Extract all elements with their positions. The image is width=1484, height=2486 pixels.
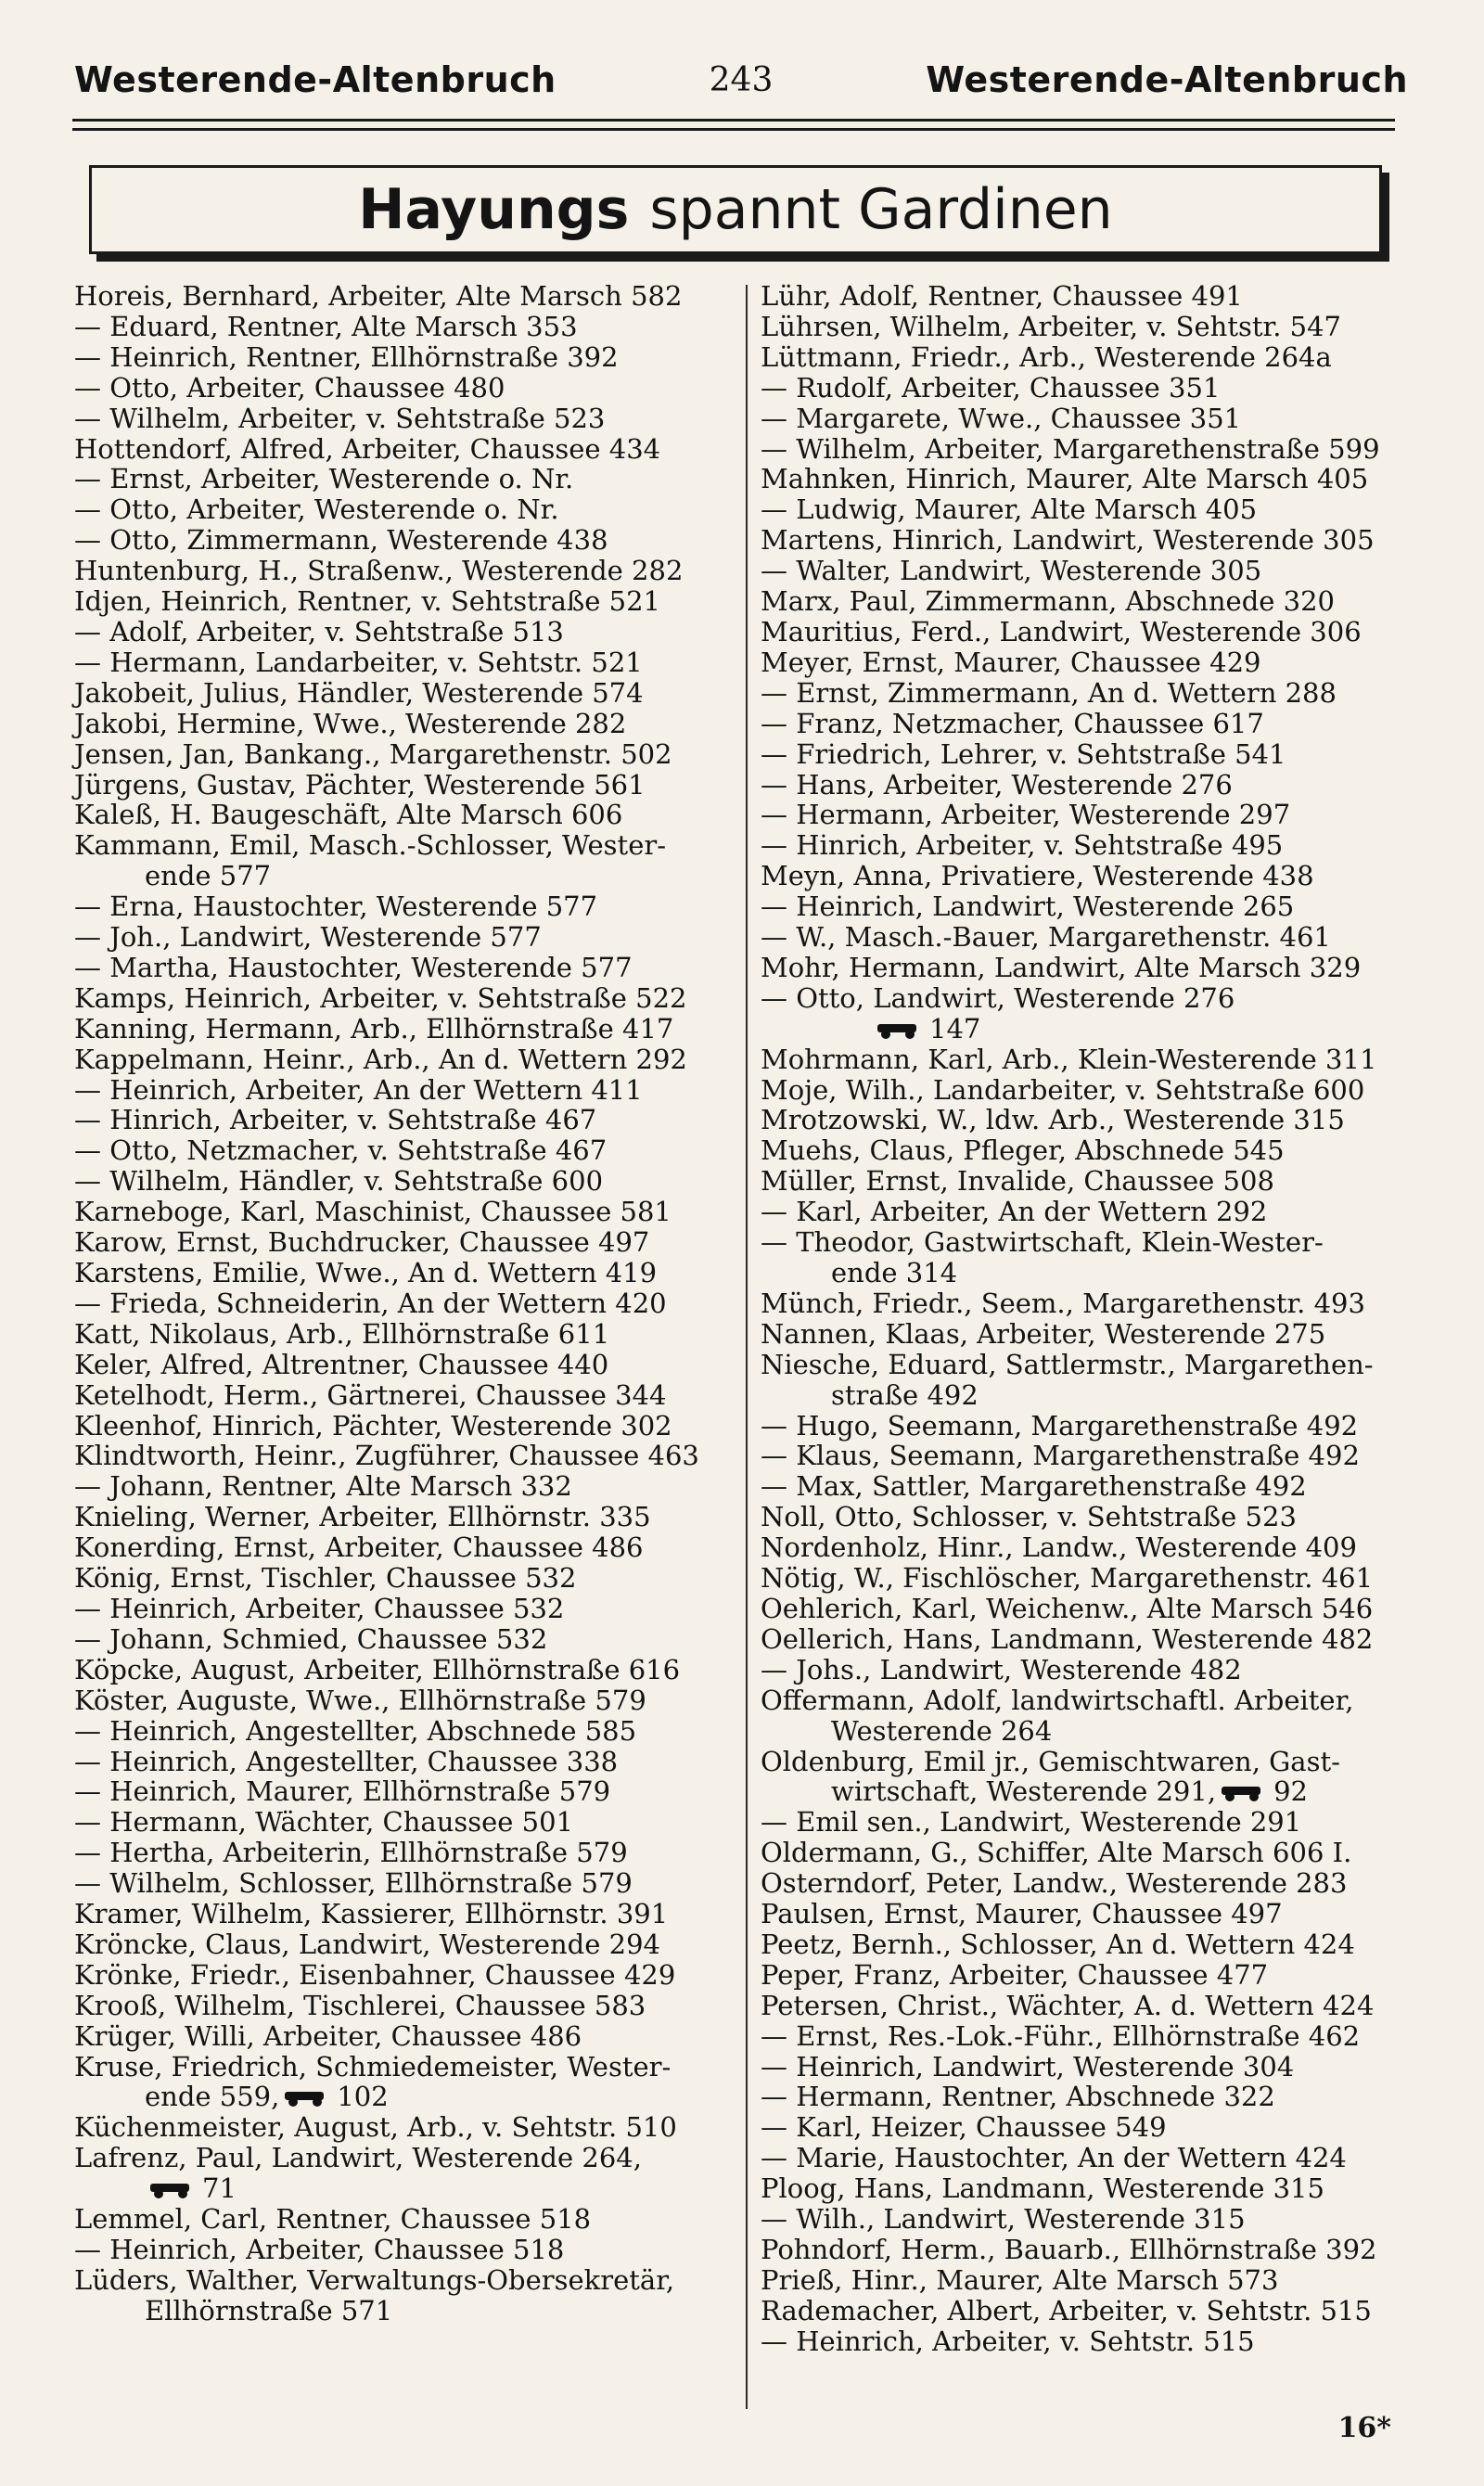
directory-entry xyxy=(74,1624,735,1655)
entry-text: Horeis, Bernhard, Arbeiter, Alte Marsch 582 xyxy=(74,280,683,312)
directory-entry xyxy=(74,434,735,465)
directory-entry xyxy=(74,2235,735,2265)
directory-entry xyxy=(74,1747,735,1777)
entry-text: Lühr, Adolf, Rentner, Chaussee 491 xyxy=(761,280,1243,312)
directory-entry xyxy=(761,1563,1404,1594)
directory-entry xyxy=(761,1350,1404,1380)
running-head-left: Westerende-Altenbruch xyxy=(74,59,556,100)
directory-entry xyxy=(761,1075,1404,1106)
entry-text: Kamps, Heinrich, Arbeiter, v. Sehtstraße 522 xyxy=(74,981,687,1014)
directory-entry xyxy=(74,1166,735,1197)
entry-text: Müller, Ernst, Invalide, Chaussee 508 xyxy=(761,1165,1274,1198)
entry-text: Jakobeit, Julius, Händler, Westerende 574 xyxy=(74,676,644,709)
entry-text: — Heinrich, Angestellter, Chaussee 338 xyxy=(74,1745,619,1777)
directory-entry xyxy=(74,770,735,801)
entry-text: Klindtworth, Heinr., Zugführer, Chaussee 463 xyxy=(74,1440,699,1472)
entry-text: — Hans, Arbeiter, Westerende 276 xyxy=(761,768,1233,801)
directory-entry xyxy=(761,1747,1404,1777)
entry-text: — Heinrich, Landwirt, Westerende 304 xyxy=(761,2050,1295,2082)
directory-entry xyxy=(74,1014,735,1044)
directory-entry xyxy=(761,678,1404,709)
entry-text: Keler, Alfred, Altrentner, Chaussee 440 xyxy=(74,1348,609,1380)
entry-text: — Hermann, Arbeiter, Westerende 297 xyxy=(761,799,1291,831)
directory-entry xyxy=(74,1105,735,1135)
directory-entry xyxy=(761,1135,1404,1166)
entry-text: Noll, Otto, Schlosser, v. Sehtstraße 523 xyxy=(761,1501,1297,1533)
directory-entry xyxy=(74,1716,735,1747)
directory-entry xyxy=(761,1319,1404,1350)
entry-text: Oehlerich, Karl, Weichenw., Alte Marsch 546 xyxy=(761,1592,1374,1624)
entry-text: ende 577 xyxy=(145,860,272,892)
directory-entry xyxy=(74,1868,735,1899)
entry-text: Peetz, Bernh., Schlosser, An d. Wettern 424 xyxy=(761,1928,1355,1960)
entry-text: — Karl, Heizer, Chaussee 549 xyxy=(761,2111,1167,2144)
directory-entry xyxy=(74,953,735,983)
directory-entry xyxy=(74,1563,735,1594)
directory-entry xyxy=(761,2052,1404,2082)
entry-continuation xyxy=(761,1776,1404,1807)
entry-text: Mahnken, Hinrich, Maurer, Alte Marsch 405 xyxy=(761,463,1369,495)
entry-text: Rademacher, Albert, Arbeiter, v. Sehtstr. 515 xyxy=(761,2294,1372,2326)
entry-text: Prieß, Hinr., Maurer, Alte Marsch 573 xyxy=(761,2263,1279,2296)
directory-entry xyxy=(74,1655,735,1685)
entry-text: — Heinrich, Maurer, Ellhörnstraße 579 xyxy=(74,1775,611,1808)
entry-text: ende 559, xyxy=(145,2081,280,2113)
entry-text: Münch, Friedr., Seem., Margarethenstr. 493 xyxy=(761,1287,1365,1319)
directory-entry xyxy=(761,2265,1404,2296)
entry-text: Petersen, Christ., Wächter, A. d. Wettern 424 xyxy=(761,1989,1375,2021)
directory-entry xyxy=(74,1929,735,1960)
entry-text: — Ernst, Zimmermann, An d. Wettern 288 xyxy=(761,676,1337,709)
entry-text: — Hertha, Arbeiterin, Ellhörnstraße 579 xyxy=(74,1837,628,1869)
phone-number: 147 xyxy=(929,1012,981,1044)
entry-text: Marx, Paul, Zimmermann, Abschnede 320 xyxy=(761,585,1335,618)
directory-entry xyxy=(74,1441,735,1471)
entry-text: Küchenmeister, August, Arb., v. Sehtstr. 510 xyxy=(74,2111,677,2144)
directory-entry xyxy=(74,800,735,830)
entry-text: ende 314 xyxy=(831,1257,958,1288)
entry-text: Kaleß, H. Baugeschäft, Alte Marsch 606 xyxy=(74,799,623,831)
directory-entry xyxy=(761,2204,1404,2235)
directory-entry xyxy=(74,1685,735,1716)
directory-entry xyxy=(761,1991,1404,2021)
entry-text: — Emil sen., Landwirt, Westerende 291 xyxy=(761,1806,1302,1839)
entry-text: Hottendorf, Alfred, Arbeiter, Chaussee 434 xyxy=(74,432,661,465)
entry-text: — Karl, Arbeiter, An der Wettern 292 xyxy=(761,1196,1268,1228)
directory-entry xyxy=(74,1776,735,1807)
directory-entry xyxy=(761,1868,1404,1899)
car-icon xyxy=(1222,1783,1264,1801)
advertisement-shadow-bottom xyxy=(96,254,1389,262)
entry-text: — Heinrich, Landwirt, Westerende 265 xyxy=(761,891,1295,923)
directory-entry xyxy=(74,678,735,709)
entry-text: — Wilh., Landwirt, Westerende 315 xyxy=(761,2203,1246,2236)
directory-entry xyxy=(761,1411,1404,1442)
entry-text: — Friedrich, Lehrer, v. Sehtstraße 541 xyxy=(761,737,1286,770)
directory-entry xyxy=(74,373,735,404)
entry-text: Kröncke, Claus, Landwirt, Westerende 294 xyxy=(74,1928,660,1960)
directory-entry xyxy=(761,1807,1404,1838)
directory-entry xyxy=(74,464,735,494)
directory-entry xyxy=(761,312,1404,342)
entry-text: Karneboge, Karl, Maschinist, Chaussee 581 xyxy=(74,1196,672,1228)
directory-entry xyxy=(74,739,735,770)
directory-entry xyxy=(74,1258,735,1288)
left-column xyxy=(74,281,735,2326)
entry-text: Osterndorf, Peter, Landw., Westerende 283 xyxy=(761,1867,1348,1900)
entry-text: — Eduard, Rentner, Alte Marsch 353 xyxy=(74,310,578,342)
advertisement-shadow-right xyxy=(1382,173,1389,262)
entry-text: — Wilhelm, Schlosser, Ellhörnstraße 579 xyxy=(74,1867,633,1900)
entry-text: Nötig, W., Fischlöscher, Margarethenstr. 461 xyxy=(761,1562,1374,1595)
entry-text: — Johann, Rentner, Alte Marsch 332 xyxy=(74,1470,572,1503)
entry-text: Lührsen, Wilhelm, Arbeiter, v. Sehtstr. 547 xyxy=(761,310,1342,342)
entry-text: Jürgens, Gustav, Pächter, Westerende 561 xyxy=(74,768,646,801)
directory-entry xyxy=(74,1807,735,1838)
directory-entry xyxy=(761,2082,1404,2112)
entry-text: Jensen, Jan, Bankang., Margarethenstr. 502 xyxy=(74,737,672,770)
entry-continuation xyxy=(74,2296,735,2326)
entry-text: — Ludwig, Maurer, Alte Marsch 405 xyxy=(761,493,1258,526)
directory-entry xyxy=(761,1838,1404,1868)
entry-text: — Heinrich, Arbeiter, Chaussee 518 xyxy=(74,2234,565,2265)
directory-entry xyxy=(74,1502,735,1532)
entry-text: — Otto, Zimmermann, Westerende 438 xyxy=(74,524,608,557)
directory-entry xyxy=(761,922,1404,953)
entry-text: — Franz, Netzmacher, Chaussee 617 xyxy=(761,707,1264,739)
entry-continuation xyxy=(74,2173,735,2204)
car-icon xyxy=(285,2088,327,2107)
directory-entry xyxy=(74,1319,735,1350)
advertisement-box xyxy=(89,165,1382,254)
entry-text: Köster, Auguste, Wwe., Ellhörnstraße 579 xyxy=(74,1684,646,1716)
directory-entry xyxy=(761,1166,1404,1197)
directory-entry xyxy=(761,1502,1404,1532)
entry-text: Niesche, Eduard, Sattlermstr., Margarethen- xyxy=(761,1348,1374,1380)
entry-text: Moje, Wilh., Landarbeiter, v. Sehtstraße 600 xyxy=(761,1073,1365,1106)
entry-text: — Heinrich, Arbeiter, Chaussee 532 xyxy=(74,1592,565,1624)
entry-text: Lüders, Walther, Verwaltungs-Obersekretär, xyxy=(74,2263,675,2296)
directory-entry xyxy=(761,556,1404,586)
directory-entry xyxy=(74,1960,735,1991)
directory-entry xyxy=(74,1532,735,1563)
directory-entry xyxy=(761,434,1404,465)
directory-entry xyxy=(74,1380,735,1411)
entry-text: — Ernst, Arbeiter, Westerende o. Nr. xyxy=(74,463,574,495)
entry-text: Huntenburg, H., Straßenw., Westerende 282 xyxy=(74,555,684,587)
directory-entry xyxy=(74,281,735,312)
entry-text: Mrotzowski, W., ldw. Arb., Westerende 315 xyxy=(761,1104,1345,1136)
entry-text: Oldenburg, Emil jr., Gemischtwaren, Gast- xyxy=(761,1745,1340,1777)
entry-text: — Theodor, Gastwirtschaft, Klein-Wester- xyxy=(761,1226,1324,1259)
directory-entry xyxy=(761,1227,1404,1258)
right-column xyxy=(761,281,1404,2357)
entry-text: Kappelmann, Heinr., Arb., An d. Wettern 292 xyxy=(74,1043,687,1075)
directory-entry xyxy=(74,342,735,373)
directory-entry xyxy=(74,2204,735,2235)
entry-text: Ploog, Hans, Landmann, Westerende 315 xyxy=(761,2172,1324,2205)
entry-text: Nordenholz, Hinr., Landw., Westerende 409 xyxy=(761,1531,1357,1564)
directory-entry xyxy=(74,404,735,434)
page-number: 243 xyxy=(709,60,774,99)
entry-text: — Otto, Landwirt, Westerende 276 xyxy=(761,981,1235,1014)
header-rule-top xyxy=(72,119,1395,122)
entry-continuation xyxy=(761,1380,1404,1411)
entry-text: Ketelhodt, Herm., Gärtnerei, Chaussee 344 xyxy=(74,1378,667,1411)
directory-entry xyxy=(74,983,735,1014)
entry-text: Muehs, Claus, Pfleger, Abschnede 545 xyxy=(761,1134,1285,1167)
entry-text: Lüttmann, Friedr., Arb., Westerende 264a xyxy=(761,340,1332,373)
advertisement-text: spannt Gardinen xyxy=(649,177,1113,242)
entry-text: — Johann, Schmied, Chaussee 532 xyxy=(74,1622,548,1655)
entry-text: — Klaus, Seemann, Margarethenstraße 492 xyxy=(761,1440,1360,1472)
entry-text: Pohndorf, Herm., Bauarb., Ellhörnstraße 392 xyxy=(761,2234,1377,2265)
directory-entry xyxy=(761,647,1404,678)
directory-entry xyxy=(74,1350,735,1380)
entry-text: Paulsen, Ernst, Maurer, Chaussee 497 xyxy=(761,1898,1283,1930)
directory-entry xyxy=(74,1594,735,1624)
entry-text: König, Ernst, Tischler, Chaussee 532 xyxy=(74,1562,577,1595)
entry-text: — Margarete, Wwe., Chaussee 351 xyxy=(761,402,1242,434)
entry-text: Mauritius, Ferd., Landwirt, Westerende 306 xyxy=(761,615,1362,647)
entry-text: Offermann, Adolf, landwirtschaftl. Arbeiter, xyxy=(761,1684,1354,1716)
entry-text: Ellhörnstraße 571 xyxy=(145,2294,393,2326)
directory-entry xyxy=(74,494,735,525)
phone-number: 102 xyxy=(337,2081,389,2113)
directory-entry xyxy=(74,312,735,342)
directory-entry xyxy=(761,494,1404,525)
directory-entry xyxy=(74,891,735,922)
entry-text: — Hinrich, Arbeiter, v. Sehtstraße 495 xyxy=(761,829,1284,862)
directory-entry xyxy=(761,1685,1404,1716)
advertisement-name: Hayungs xyxy=(358,177,630,242)
directory-entry xyxy=(761,404,1404,434)
directory-entry xyxy=(761,770,1404,801)
directory-entry xyxy=(74,1227,735,1258)
directory-entry xyxy=(761,861,1404,891)
entry-text: — Erna, Haustochter, Westerende 577 xyxy=(74,891,598,923)
entry-text: Kruse, Friedrich, Schmiedemeister, Wester- xyxy=(74,2050,672,2082)
entry-text: — Wilhelm, Arbeiter, v. Sehtstraße 523 xyxy=(74,402,606,434)
directory-entry xyxy=(761,953,1404,983)
entry-text: — Heinrich, Angestellter, Abschnede 585 xyxy=(74,1714,637,1747)
directory-entry xyxy=(761,830,1404,861)
entry-text: — Ernst, Res.-Lok.-Führ., Ellhörnstraße 462 xyxy=(761,2019,1361,2052)
entry-text: Martens, Hinrich, Landwirt, Westerende 305 xyxy=(761,524,1375,557)
entry-text: Westerende 264 xyxy=(831,1714,1053,1747)
directory-entry xyxy=(761,1288,1404,1319)
entry-text: — Otto, Arbeiter, Chaussee 480 xyxy=(74,371,505,404)
directory-entry xyxy=(761,1105,1404,1135)
directory-entry xyxy=(761,739,1404,770)
directory-entry xyxy=(74,2112,735,2143)
entry-text: straße 492 xyxy=(831,1378,979,1411)
entry-text: Karstens, Emilie, Wwe., An d. Wettern 419 xyxy=(74,1257,658,1288)
entry-text: — Walter, Landwirt, Westerende 305 xyxy=(761,555,1262,587)
entry-text: — Heinrich, Arbeiter, An der Wettern 411 xyxy=(74,1073,643,1106)
entry-continuation xyxy=(761,1716,1404,1747)
directory-entry xyxy=(74,830,735,861)
directory-entry xyxy=(761,2143,1404,2173)
directory-entry xyxy=(761,342,1404,373)
entry-text: Köpcke, August, Arbeiter, Ellhörnstraße 616 xyxy=(74,1653,681,1685)
directory-entry xyxy=(74,1411,735,1442)
directory-entry xyxy=(761,1197,1404,1227)
entry-text: Meyer, Ernst, Maurer, Chaussee 429 xyxy=(761,646,1261,678)
directory-entry xyxy=(74,1197,735,1227)
directory-entry xyxy=(761,709,1404,739)
directory-entry xyxy=(761,2112,1404,2143)
entry-text: Kammann, Emil, Masch.-Schlosser, Wester- xyxy=(74,829,667,862)
directory-entry xyxy=(74,2021,735,2052)
entry-text: — Wilhelm, Arbeiter, Margarethenstraße 599 xyxy=(761,432,1380,465)
car-icon xyxy=(877,1020,920,1039)
directory-entry xyxy=(761,1044,1404,1075)
entry-text: — Heinrich, Rentner, Ellhörnstraße 392 xyxy=(74,340,619,373)
directory-entry xyxy=(74,709,735,739)
entry-text: Kramer, Wilhelm, Kassierer, Ellhörnstr. 391 xyxy=(74,1898,669,1930)
directory-entry xyxy=(761,2235,1404,2265)
entry-text: Knieling, Werner, Arbeiter, Ellhörnstr. 335 xyxy=(74,1501,651,1533)
directory-entry xyxy=(74,586,735,617)
directory-entry xyxy=(761,525,1404,556)
running-head-right: Westerende-Altenbruch xyxy=(926,59,1408,100)
entry-text: Oldermann, G., Schiffer, Alte Marsch 606 I. xyxy=(761,1837,1352,1869)
car-icon xyxy=(150,2180,193,2198)
entry-text: — Hugo, Seemann, Margarethenstraße 492 xyxy=(761,1409,1359,1442)
directory-entry xyxy=(761,1471,1404,1502)
entry-text: Idjen, Heinrich, Rentner, v. Sehtstraße 521 xyxy=(74,585,660,618)
directory-entry xyxy=(761,1624,1404,1655)
directory-entry xyxy=(761,891,1404,922)
entry-text: Lafrenz, Paul, Landwirt, Westerende 264, xyxy=(74,2142,642,2174)
entry-text: — Otto, Arbeiter, Westerende o. Nr. xyxy=(74,493,559,526)
entry-text: — Max, Sattler, Margarethenstraße 492 xyxy=(761,1470,1307,1503)
directory-entry xyxy=(761,2296,1404,2326)
header-rule-bottom xyxy=(72,128,1395,131)
entry-text: — Adolf, Arbeiter, v. Sehtstraße 513 xyxy=(74,615,564,647)
entry-text: Krüger, Willi, Arbeiter, Chaussee 486 xyxy=(74,2019,582,2052)
entry-text: Jakobi, Hermine, Wwe., Westerende 282 xyxy=(74,707,627,739)
entry-text: — Marie, Haustochter, An der Wettern 424 xyxy=(761,2142,1347,2174)
directory-entry xyxy=(761,617,1404,647)
entry-text: — W., Masch.-Bauer, Margarethenstr. 461 xyxy=(761,921,1331,954)
directory-entry xyxy=(761,1441,1404,1471)
entry-text: Krooß, Wilhelm, Tischlerei, Chaussee 583 xyxy=(74,1989,646,2021)
directory-entry xyxy=(74,617,735,647)
directory-entry xyxy=(74,1899,735,1929)
directory-entry xyxy=(74,1991,735,2021)
entry-text: — Hinrich, Arbeiter, v. Sehtstraße 467 xyxy=(74,1104,597,1136)
directory-entry xyxy=(761,2326,1404,2357)
directory-entry xyxy=(74,556,735,586)
directory-entry xyxy=(74,2265,735,2296)
directory-entry xyxy=(74,1075,735,1106)
directory-entry xyxy=(761,1655,1404,1685)
entry-continuation xyxy=(74,861,735,891)
entry-text: — Otto, Netzmacher, v. Sehtstraße 467 xyxy=(74,1134,608,1167)
directory-entry xyxy=(74,2143,735,2173)
entry-text: — Frieda, Schneiderin, An der Wettern 420 xyxy=(74,1287,667,1319)
directory-entry xyxy=(761,464,1404,494)
entry-continuation xyxy=(761,1258,1404,1288)
entry-text: — Hermann, Wächter, Chaussee 501 xyxy=(74,1806,574,1839)
column-divider xyxy=(746,285,748,2409)
directory-entry xyxy=(74,1471,735,1502)
entry-continuation xyxy=(74,2082,735,2112)
directory-entry xyxy=(74,525,735,556)
entry-text: Meyn, Anna, Privatiere, Westerende 438 xyxy=(761,860,1314,892)
directory-entry xyxy=(761,1594,1404,1624)
directory-entry xyxy=(761,1899,1404,1929)
entry-text: — Martha, Haustochter, Westerende 577 xyxy=(74,951,633,983)
entry-text: — Johs., Landwirt, Westerende 482 xyxy=(761,1653,1242,1685)
entry-text: — Rudolf, Arbeiter, Chaussee 351 xyxy=(761,371,1221,404)
directory-entry xyxy=(761,1532,1404,1563)
directory-entry xyxy=(74,1288,735,1319)
directory-entry xyxy=(74,1044,735,1075)
entry-text: — Hermann, Rentner, Abschnede 322 xyxy=(761,2081,1275,2113)
directory-entry xyxy=(761,2021,1404,2052)
entry-text: — Wilhelm, Händler, v. Sehtstraße 600 xyxy=(74,1165,604,1198)
entry-continuation xyxy=(761,1014,1404,1044)
entry-text: Kleenhof, Hinrich, Pächter, Westerende 302 xyxy=(74,1409,672,1442)
phone-number: 92 xyxy=(1273,1775,1308,1808)
directory-entry xyxy=(761,1929,1404,1960)
phone-number: 71 xyxy=(202,2172,237,2205)
directory-entry xyxy=(761,1960,1404,1991)
entry-text: Konerding, Ernst, Arbeiter, Chaussee 486 xyxy=(74,1531,644,1564)
directory-entry xyxy=(761,983,1404,1014)
signature-mark: 16* xyxy=(1337,2412,1391,2444)
directory-entry xyxy=(761,281,1404,312)
directory-entry xyxy=(761,586,1404,617)
entry-text: Katt, Nikolaus, Arb., Ellhörnstraße 611 xyxy=(74,1317,610,1350)
directory-entry xyxy=(74,1838,735,1868)
entry-text: Nannen, Klaas, Arbeiter, Westerende 275 xyxy=(761,1317,1326,1350)
directory-entry xyxy=(761,373,1404,404)
running-head xyxy=(74,52,1408,108)
entry-text: — Joh., Landwirt, Westerende 577 xyxy=(74,921,542,954)
entry-text: Mohrmann, Karl, Arb., Klein-Westerende 311 xyxy=(761,1043,1377,1075)
directory-entry xyxy=(74,647,735,678)
entry-text: Lemmel, Carl, Rentner, Chaussee 518 xyxy=(74,2203,592,2236)
entry-text: Mohr, Hermann, Landwirt, Alte Marsch 329 xyxy=(761,951,1362,983)
directory-entry xyxy=(74,922,735,953)
entry-text: Kanning, Hermann, Arb., Ellhörnstraße 417 xyxy=(74,1012,674,1044)
entry-text: wirtschaft, Westerende 291, xyxy=(831,1775,1217,1808)
entry-text: — Hermann, Landarbeiter, v. Sehtstr. 521 xyxy=(74,646,643,678)
entry-text: Oellerich, Hans, Landmann, Westerende 482 xyxy=(761,1622,1374,1655)
entry-text: Krönke, Friedr., Eisenbahner, Chaussee 429 xyxy=(74,1958,676,1991)
directory-entry xyxy=(761,2173,1404,2204)
directory-entry xyxy=(74,1135,735,1166)
entry-text: Peper, Franz, Arbeiter, Chaussee 477 xyxy=(761,1958,1269,1991)
entry-text: — Heinrich, Arbeiter, v. Sehtstr. 515 xyxy=(761,2325,1255,2357)
entry-text: Karow, Ernst, Buchdrucker, Chaussee 497 xyxy=(74,1226,650,1259)
directory-entry xyxy=(761,800,1404,830)
directory-entry xyxy=(74,2052,735,2082)
